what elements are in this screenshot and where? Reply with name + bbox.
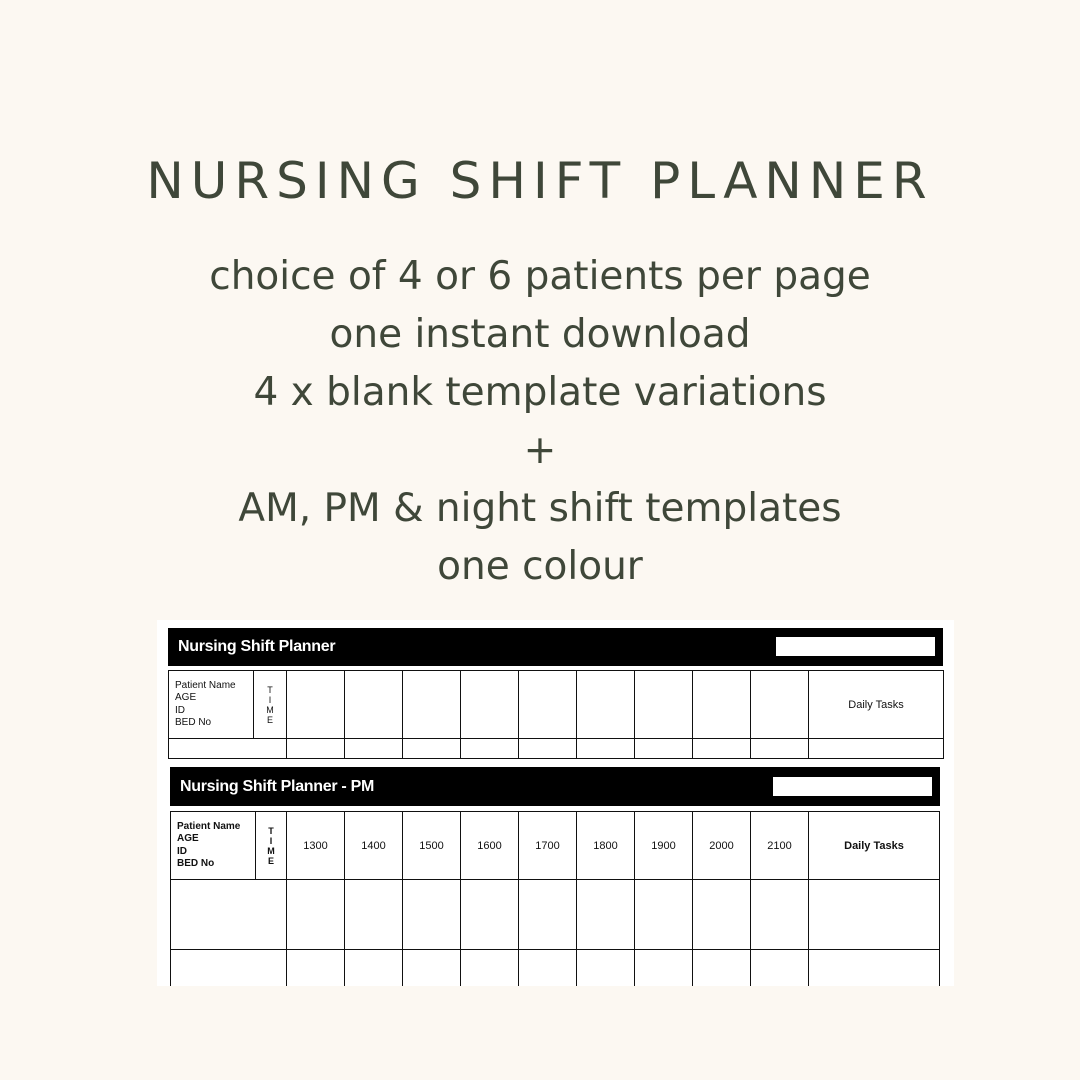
- grid-cell: [577, 950, 635, 987]
- grid-cell: [403, 739, 461, 759]
- planner-preview: [157, 620, 954, 986]
- grid-cell: [693, 880, 751, 950]
- grid-cell: [519, 880, 577, 950]
- grid-cell: [577, 739, 635, 759]
- grid-cell: [461, 950, 519, 987]
- grid-cell: [519, 950, 577, 987]
- planner-am-header: [168, 628, 943, 666]
- hour-cell: [461, 671, 519, 739]
- patient-row-cell: [171, 950, 287, 987]
- bed-label: BED No: [175, 717, 212, 728]
- id-label: ID: [177, 845, 187, 857]
- hour-cell: 2000: [693, 812, 751, 880]
- hour-cell: [345, 671, 403, 739]
- time-letter: T: [268, 825, 274, 836]
- hour-cell: 1800: [577, 812, 635, 880]
- hour-cell: 1900: [635, 812, 693, 880]
- date-box: [776, 637, 935, 656]
- patient-fields: [169, 671, 254, 739]
- feature-item: one colour: [437, 544, 643, 589]
- hour-cell: [635, 671, 693, 739]
- grid-cell: [403, 880, 461, 950]
- grid-cell: [403, 950, 461, 987]
- grid-cell: [287, 739, 345, 759]
- hour-cell: [287, 671, 345, 739]
- age-label: AGE: [175, 692, 197, 703]
- grid-cell: [345, 880, 403, 950]
- time-column-label: [254, 671, 287, 739]
- grid-cell: [345, 739, 403, 759]
- time-letter: I: [269, 835, 273, 846]
- hour-cell: 1500: [403, 812, 461, 880]
- hour-cell: [403, 671, 461, 739]
- page-headline: NURSING SHIFT PLANNER: [146, 152, 934, 210]
- hour-cell: 1300: [287, 812, 345, 880]
- grid-cell: [693, 739, 751, 759]
- feature-item: AM, PM & night shift templates: [238, 486, 842, 531]
- grid-cell: [345, 950, 403, 987]
- bed-label: BED No: [177, 858, 215, 869]
- patient-name-label: Patient Name: [177, 820, 241, 832]
- hour-cell: 1400: [345, 812, 403, 880]
- feature-item: 4 x blank template variations: [253, 370, 827, 415]
- grid-cell: [751, 950, 809, 987]
- grid-cell: [809, 739, 944, 759]
- hour-cell: 2100: [751, 812, 809, 880]
- grid-cell: [577, 880, 635, 950]
- hour-cell: [751, 671, 809, 739]
- grid-cell: [461, 739, 519, 759]
- patient-row-cell: [171, 880, 287, 950]
- time-letter: I: [268, 694, 272, 705]
- grid-cell: [635, 880, 693, 950]
- planner-pm-grid: [170, 811, 940, 986]
- grid-cell: [809, 950, 940, 987]
- daily-tasks-header: Daily Tasks: [809, 671, 944, 739]
- grid-cell: [693, 950, 751, 987]
- grid-cell: [635, 739, 693, 759]
- planner-pm-title: Nursing Shift Planner - PM: [180, 777, 374, 795]
- time-column-label: [256, 812, 287, 880]
- daily-tasks-header: Daily Tasks: [809, 812, 940, 880]
- grid-cell: [751, 880, 809, 950]
- patient-fields: [171, 812, 256, 880]
- planner-pm-header: [170, 767, 940, 806]
- feature-list: [0, 248, 1080, 596]
- feature-item: one instant download: [329, 312, 751, 357]
- patient-name-label: Patient Name: [175, 679, 236, 691]
- time-letter: T: [267, 684, 273, 695]
- hour-cell: [693, 671, 751, 739]
- time-letter: M: [267, 845, 275, 856]
- planner-am-title: Nursing Shift Planner: [178, 638, 336, 655]
- grid-cell: [287, 880, 345, 950]
- hour-cell: [577, 671, 635, 739]
- grid-cell: [519, 739, 577, 759]
- hour-cell: [519, 671, 577, 739]
- feature-item: choice of 4 or 6 patients per page: [209, 254, 871, 299]
- feature-plus: +: [523, 428, 557, 473]
- planner-am-grid: [168, 670, 944, 759]
- grid-cell: [287, 950, 345, 987]
- time-letter: E: [267, 855, 274, 866]
- id-label: ID: [175, 704, 185, 716]
- hour-cell: 1600: [461, 812, 519, 880]
- time-letter: M: [266, 704, 274, 715]
- grid-cell: [751, 739, 809, 759]
- age-label: AGE: [177, 833, 199, 844]
- grid-cell: [809, 880, 940, 950]
- grid-cell: [635, 950, 693, 987]
- time-letter: E: [266, 714, 273, 725]
- grid-cell: [461, 880, 519, 950]
- date-box: [773, 777, 932, 796]
- hour-cell: 1700: [519, 812, 577, 880]
- patient-row-cell: [169, 739, 287, 759]
